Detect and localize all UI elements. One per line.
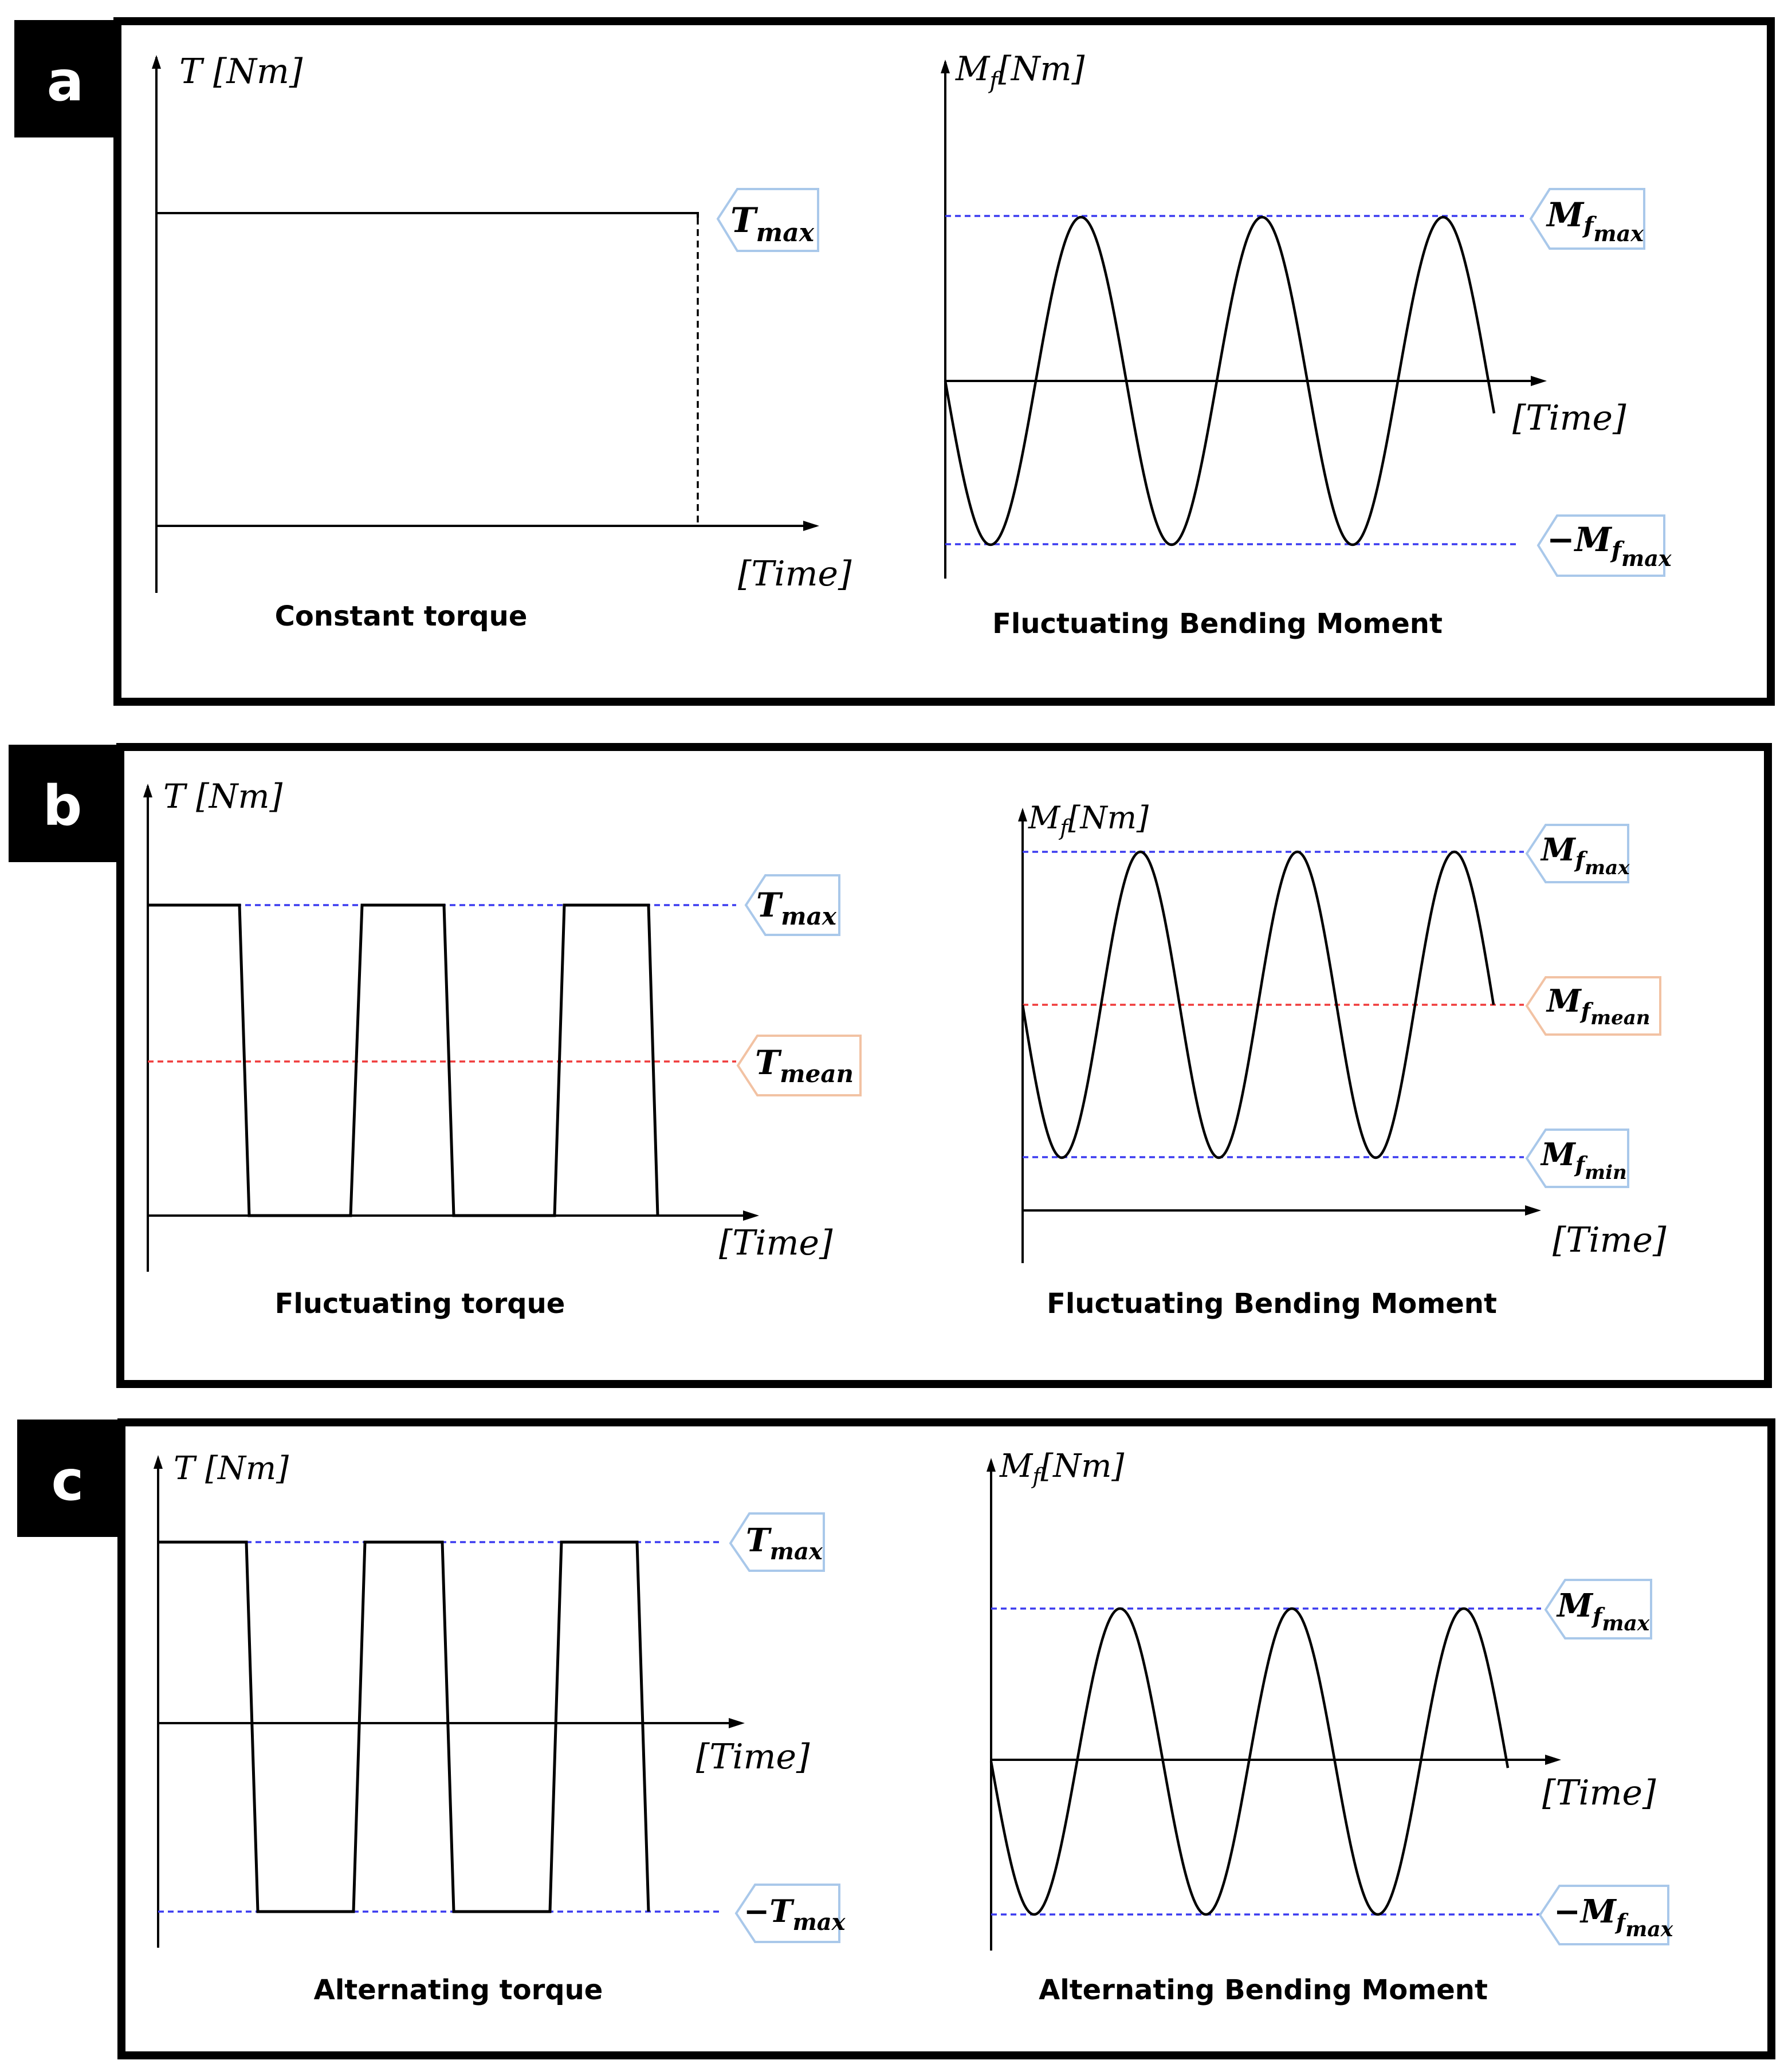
tag-label: Mfmean <box>1547 982 1651 1029</box>
tag-label: Tmax <box>730 200 814 247</box>
tag-mf-min <box>1527 1130 1628 1187</box>
x-axis-label: [Time] <box>738 554 852 594</box>
chart-caption: Alternating torque <box>313 1974 603 2006</box>
sine-curve <box>991 1609 1508 1914</box>
panel-a <box>14 20 1771 702</box>
chart-caption: Constant torque <box>274 600 528 632</box>
panel-b <box>9 745 1768 1384</box>
x-axis-arrow <box>1525 1205 1541 1216</box>
tag-t-max <box>730 1513 824 1571</box>
tag-mf-max <box>1531 189 1644 249</box>
x-axis-arrow <box>743 1210 759 1221</box>
tag-label: −Tmax <box>744 1893 846 1936</box>
panel-c-letter: c <box>51 1449 84 1513</box>
y-axis-arrow <box>987 1458 996 1472</box>
torque-curve <box>156 213 698 218</box>
x-axis-arrow <box>803 521 819 531</box>
y-axis-arrow <box>154 1455 163 1469</box>
tag-mf-mean <box>1527 977 1660 1035</box>
tag-label: Tmax <box>756 886 836 930</box>
torque-square-wave <box>148 905 658 1216</box>
bending-moment-chart-c <box>987 1448 1673 2006</box>
x-axis-arrow <box>1545 1755 1561 1765</box>
x-axis-label: [Time] <box>696 1737 810 1777</box>
y-axis-label: T [Nm] <box>179 52 303 92</box>
x-axis-label: [Time] <box>1512 398 1626 438</box>
panel-c <box>17 1420 1771 2055</box>
tag-mf-max <box>1546 1580 1651 1638</box>
tag-mf-max <box>1527 825 1630 882</box>
tag-t-max <box>718 189 818 251</box>
panel-c-frame <box>121 1422 1771 2055</box>
tag-label: Tmax <box>746 1521 823 1565</box>
tag-label: Tmean <box>755 1043 854 1088</box>
y-axis-label: Mf[Nm] <box>956 49 1085 94</box>
tag-label: Mfmax <box>1557 1587 1650 1635</box>
tag-label: Mfmin <box>1541 1136 1627 1184</box>
tag-t-max <box>746 875 839 935</box>
tag-label: −Mfmax <box>1547 520 1672 571</box>
chart-caption: Fluctuating Bending Moment <box>992 608 1443 640</box>
chart-caption: Fluctuating Bending Moment <box>1047 1288 1497 1320</box>
y-axis-label: T [Nm] <box>163 777 283 816</box>
panel-a-letter: a <box>46 49 84 113</box>
alternating-torque-chart <box>154 1450 846 2006</box>
chart-caption: Alternating Bending Moment <box>1039 1974 1488 2006</box>
bending-moment-chart-b <box>1018 800 1667 1320</box>
x-axis-arrow <box>1531 376 1547 386</box>
y-axis-arrow <box>1018 808 1027 821</box>
tag-neg-mf-max <box>1540 1886 1673 1944</box>
tag-neg-mf-max <box>1538 516 1672 576</box>
tag-neg-t-max <box>736 1885 846 1942</box>
x-axis-label: [Time] <box>1542 1773 1656 1813</box>
x-axis-arrow <box>729 1718 745 1728</box>
torque-square-wave <box>158 1542 649 1912</box>
x-axis-label: [Time] <box>1553 1220 1667 1260</box>
tag-label: Mfmax <box>1541 831 1630 879</box>
y-axis-arrow <box>941 60 950 73</box>
y-axis-label: T [Nm] <box>174 1450 289 1487</box>
y-axis-arrow <box>143 784 152 797</box>
tag-t-mean <box>738 1036 860 1095</box>
constant-torque-chart <box>152 52 852 632</box>
tag-label: Mfmax <box>1547 195 1644 246</box>
x-axis-label: [Time] <box>719 1223 833 1263</box>
y-axis-label: Mf[Nm] <box>1000 1448 1125 1489</box>
tag-label: −Mfmax <box>1554 1893 1673 1941</box>
fluctuating-torque-chart <box>143 777 860 1320</box>
panel-b-letter: b <box>42 774 82 838</box>
chart-caption: Fluctuating torque <box>274 1288 565 1320</box>
y-axis-arrow <box>152 55 161 69</box>
y-axis-label: Mf[Nm] <box>1028 800 1149 840</box>
bending-moment-chart-a <box>941 49 1672 640</box>
